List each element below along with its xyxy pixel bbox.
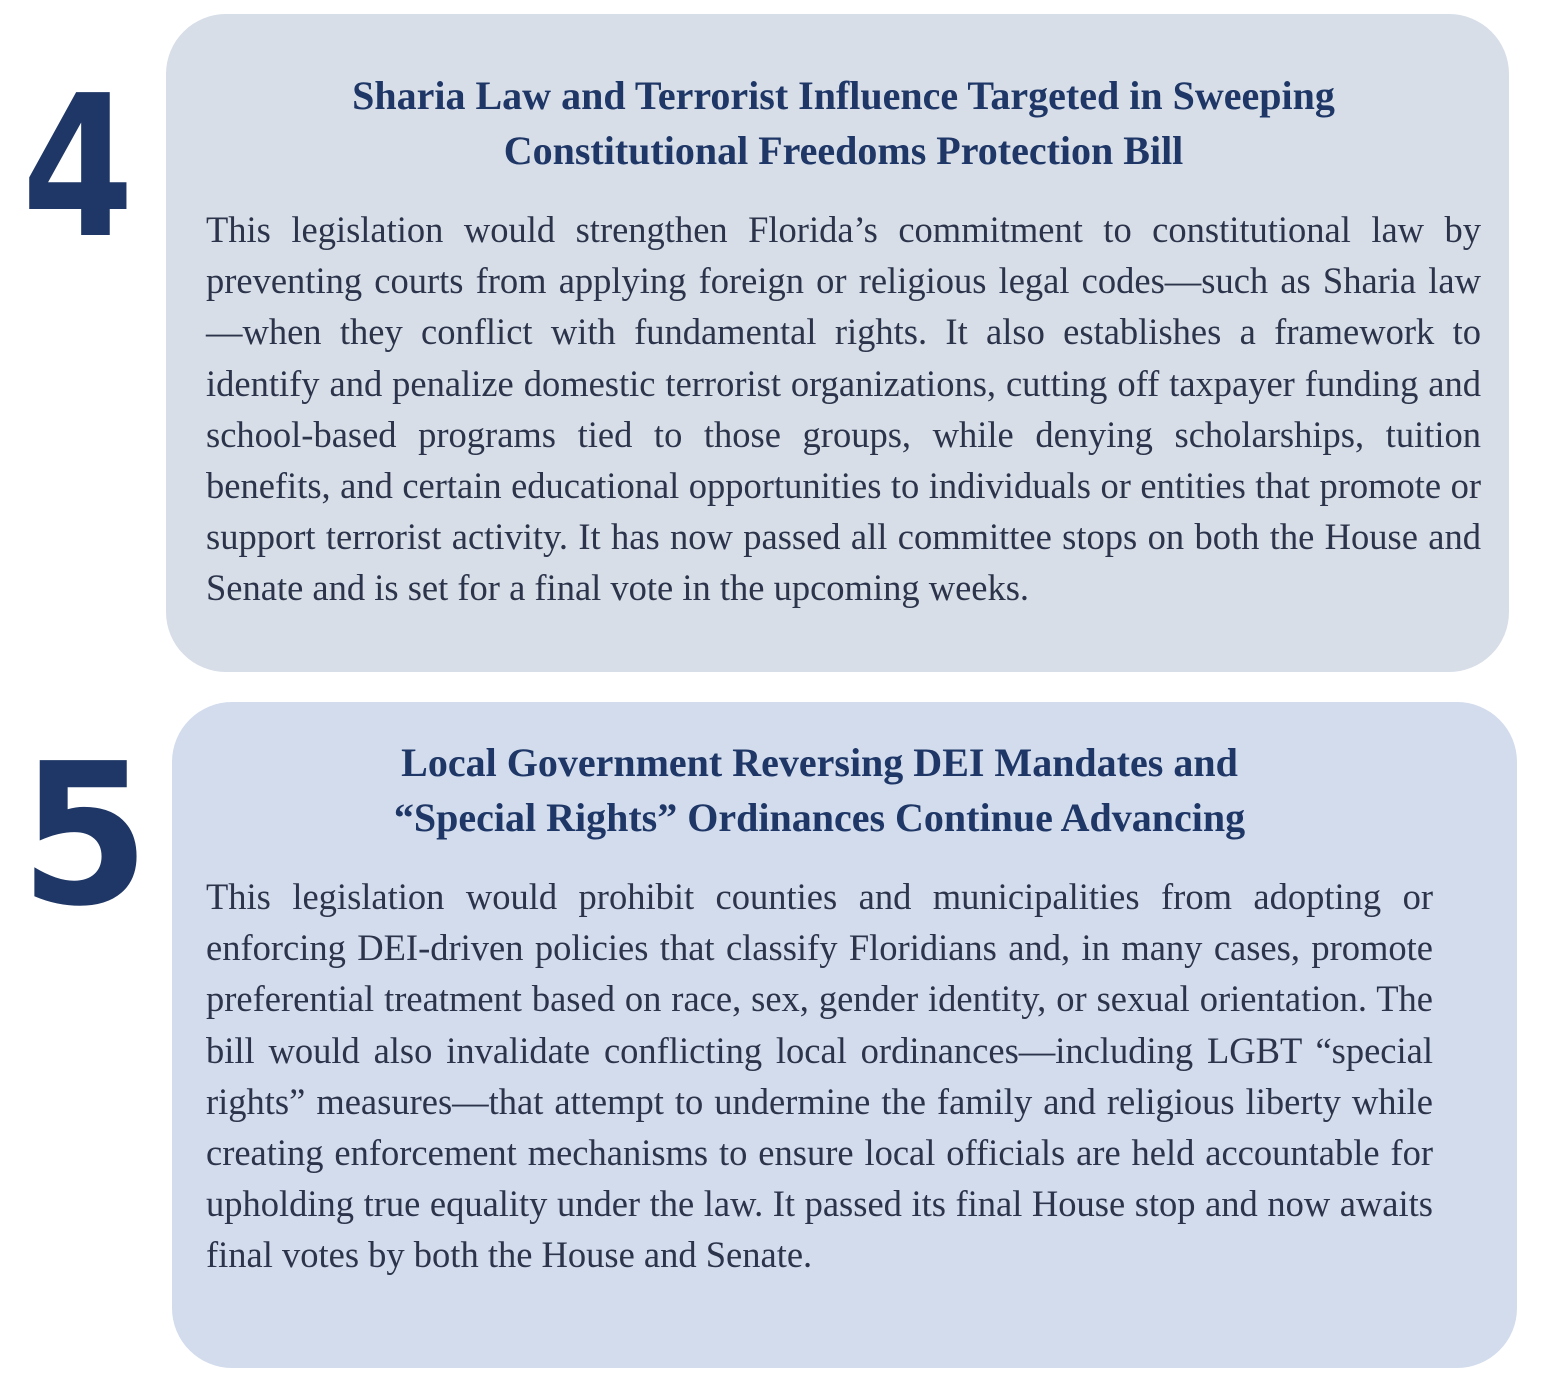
item-number-5: 5 bbox=[20, 722, 150, 950]
bill-description: This legislation would prohibit counties and municipalities from adopting or enforcing DEI-driven policies that classify Floridians and, in many cases, promote preferential treatment based on race, sex, gender identity, or sexual orientation. The bill would also invalidate conflicting local ordinances—including LGBT “special rights” measures—that attempt to undermine the family and religious liberty while creating enforcement mechanisms to ensure local officials are held accountable for upholding true equality under the law. It passed its final House stop and now awaits final votes by both the House and Senate. bbox=[206, 876, 1433, 1276]
bill-title-line-1: Sharia Law and Terrorist Influence Targeted in Sweeping bbox=[352, 73, 1335, 118]
bill-title-line-2: Constitutional Freedoms Protection Bill bbox=[503, 128, 1184, 173]
item-number-4: 4 bbox=[22, 54, 134, 282]
bill-card-sharia-law bbox=[166, 14, 1509, 672]
bill-description: This legislation would strengthen Florida’s commitment to constitutional law by preventing courts from applying foreign or religious legal codes—such as Sharia law—when they conflict with fundamental rights. It also establishes a framework to identify and penalize domestic terrorist organizations, cutting off taxpayer funding and school-based programs tied to those groups, while denying scholarships, tuition benefits, and certain educational opportunities to individuals or entities that promote or support terrorist activity. It has now passed all committee stops on both the House and Senate and is set for a final vote in the upcoming weeks. bbox=[206, 209, 1481, 609]
bill-title bbox=[206, 735, 1433, 845]
bill-title bbox=[206, 68, 1481, 178]
bill-card-dei-mandates bbox=[172, 702, 1517, 1368]
bill-title-line-1: Local Government Reversing DEI Mandates and bbox=[401, 740, 1238, 785]
bill-title-line-2: “Special Rights” Ordinances Continue Advancing bbox=[393, 795, 1246, 840]
